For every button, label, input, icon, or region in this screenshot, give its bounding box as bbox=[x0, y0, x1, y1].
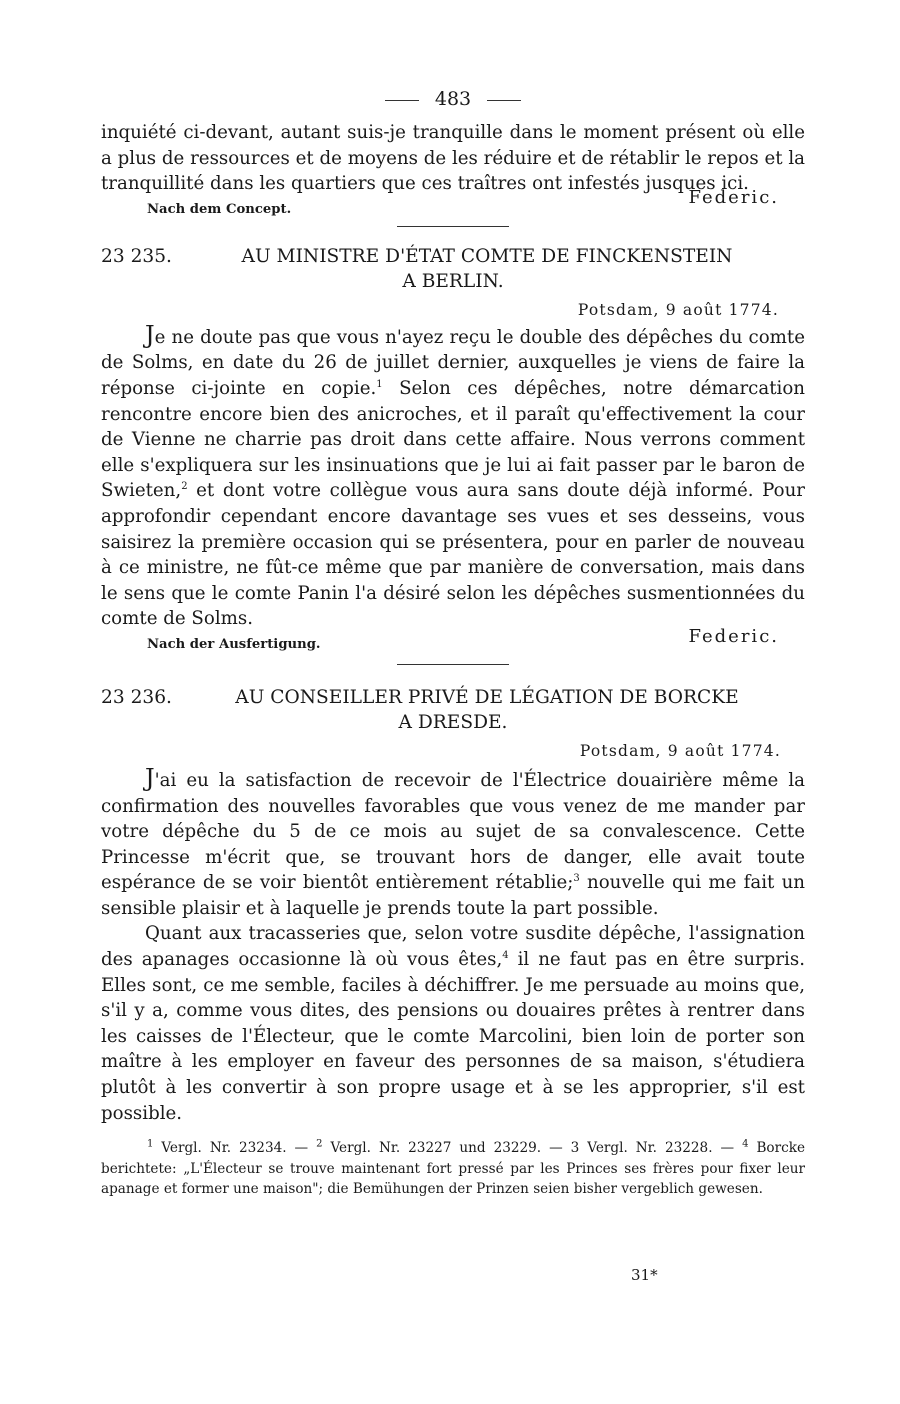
letter-closing bbox=[101, 625, 805, 658]
page-number: 483 bbox=[434, 88, 472, 110]
paragraph-text: et dont votre collègue vous aura sans doute déjà informé. Pour approfondir cependant encore davantage ses vues et ses desseins, vous saisirez la première occasion qui se présentera, pour en parler de nouveau à ce ministre, ne fût-ce même que par manière de conversation, mais dans le sens que le comte Panin l'a désiré selon les dépêches susmentionnées du comte de Solms. bbox=[101, 480, 805, 630]
letter-number: 23 235. bbox=[101, 245, 172, 267]
initial-letter: J bbox=[145, 320, 155, 349]
signature-mark: 31* bbox=[631, 1266, 658, 1284]
footnote-number: 4 bbox=[742, 1138, 749, 1150]
footnote-number: 1 bbox=[147, 1138, 154, 1150]
paragraph-text: Selon ces dépêches, notre démarcation rencontre encore bien des anicroches, et il paraît qu'effectivement la cour de Vienne ne charrie pas droit dans cette affaire. Nous verrons comment elle s'expliquera sur les insinuations que je lui ai fait passer par le baron de Swieten, bbox=[101, 377, 805, 502]
address-line: AU CONSEILLER PRIVÉ DE LÉGATION DE BORCKE bbox=[235, 686, 739, 708]
letter-heading bbox=[101, 685, 805, 735]
document-page bbox=[101, 86, 805, 1200]
address-line: AU MINISTRE D'ÉTAT COMTE DE FINCKENSTEIN bbox=[241, 245, 733, 267]
source-note: Nach dem Concept. bbox=[147, 201, 292, 217]
initial-letter: J bbox=[145, 763, 155, 792]
footnote-ref[interactable]: 3 bbox=[573, 873, 580, 885]
paragraph-text: il ne faut pas en être surpris. Elles sont, ce me semble, faciles à déchiffrer. Je me persuade au moins que, s'il y a, comme vous dites, des pensions ou douaires prêtes à rentrer dans les caisses de l'Électeur, que le comte Marcolini, bien loin de porter son maître à les employer en faveur des personnes de sa maison, s'étudiera plutôt à les convertir à son propre usage et à se les approprier, s'il est possible. bbox=[101, 949, 805, 1124]
header-rule-left bbox=[385, 100, 419, 101]
footnote-ref[interactable]: 4 bbox=[502, 950, 509, 961]
footnote-ref[interactable]: 2 bbox=[181, 481, 188, 493]
letter-body-paragraph bbox=[101, 921, 805, 1126]
letter-address bbox=[101, 685, 805, 735]
signature: Federic. bbox=[688, 186, 779, 208]
dateline: Potsdam, 9 août 1774. bbox=[577, 300, 779, 319]
letter-address bbox=[101, 244, 805, 294]
paragraph-text: Quant aux tracasseries que, selon votre susdite dépêche, l'assignation des apanages occasionne là où vous êtes, bbox=[101, 923, 805, 971]
prev-letter-closing bbox=[101, 186, 805, 223]
letter-body-paragraph bbox=[101, 320, 805, 632]
dateline: Potsdam, 9 août 1774. bbox=[579, 741, 781, 760]
footnote-text bbox=[101, 1138, 805, 1200]
letter-number: 23 236. bbox=[101, 686, 172, 708]
address-place: A BERLIN. bbox=[402, 270, 504, 292]
paragraph-text: 'ai eu la satisfaction de recevoir de l'Électrice douairière même la confirmation des nouvelles favorables que vous venez de me mander par votre dépêche du 5 de ce mois au sujet de sa convalescence. Cette Princesse m'écrit que, se trouvant hors de danger, elle avait toute espérance de se voir bientôt entièrement rétablie; bbox=[101, 769, 805, 894]
footnote-body: Vergl. Nr. 23234. — bbox=[153, 1140, 317, 1157]
address-place: A DRESDE. bbox=[398, 711, 508, 733]
footnote-body: Vergl. Nr. 23227 und 23229. — 3 Vergl. Nr. 23228. — bbox=[322, 1140, 743, 1157]
footnote-body: Borcke berichtete: „L'Électeur se trouve maintenant fort pressé par les Princes ses frères pour fixer leur apanage et former une maison"; die Bemühungen der Prinzen seien bisher vergeblich gewesen. bbox=[101, 1140, 806, 1198]
header-rule-right bbox=[487, 100, 521, 101]
prev-letter-text: inquiété ci-devant, autant suis-je tranquille dans le moment présent où elle a plus de ressources et de moyens de les réduire et de rétablir le repos et la tranquillité dans les quartiers que ces traîtres ont infestés jusques ici. bbox=[101, 122, 805, 195]
letter-heading bbox=[101, 244, 805, 294]
paragraph-text: e ne doute pas que vous n'ayez reçu le double des dépêches du comte de Solms, en date du 26 de juillet dernier, auxquelles je viens de faire la réponse ci-jointe en copie. bbox=[101, 326, 805, 399]
footnote-ref[interactable]: 1 bbox=[376, 378, 383, 390]
letter-body-paragraph bbox=[101, 763, 806, 922]
footnotes bbox=[101, 1138, 805, 1200]
running-header bbox=[101, 86, 805, 120]
signature: Federic. bbox=[688, 625, 779, 647]
paragraph-text: nouvelle qui me fait un sensible plaisir et à laquelle je prends toute la part possible. bbox=[101, 872, 806, 919]
source-note: Nach der Ausfertigung. bbox=[147, 636, 321, 652]
footnote-number: 2 bbox=[316, 1138, 323, 1150]
